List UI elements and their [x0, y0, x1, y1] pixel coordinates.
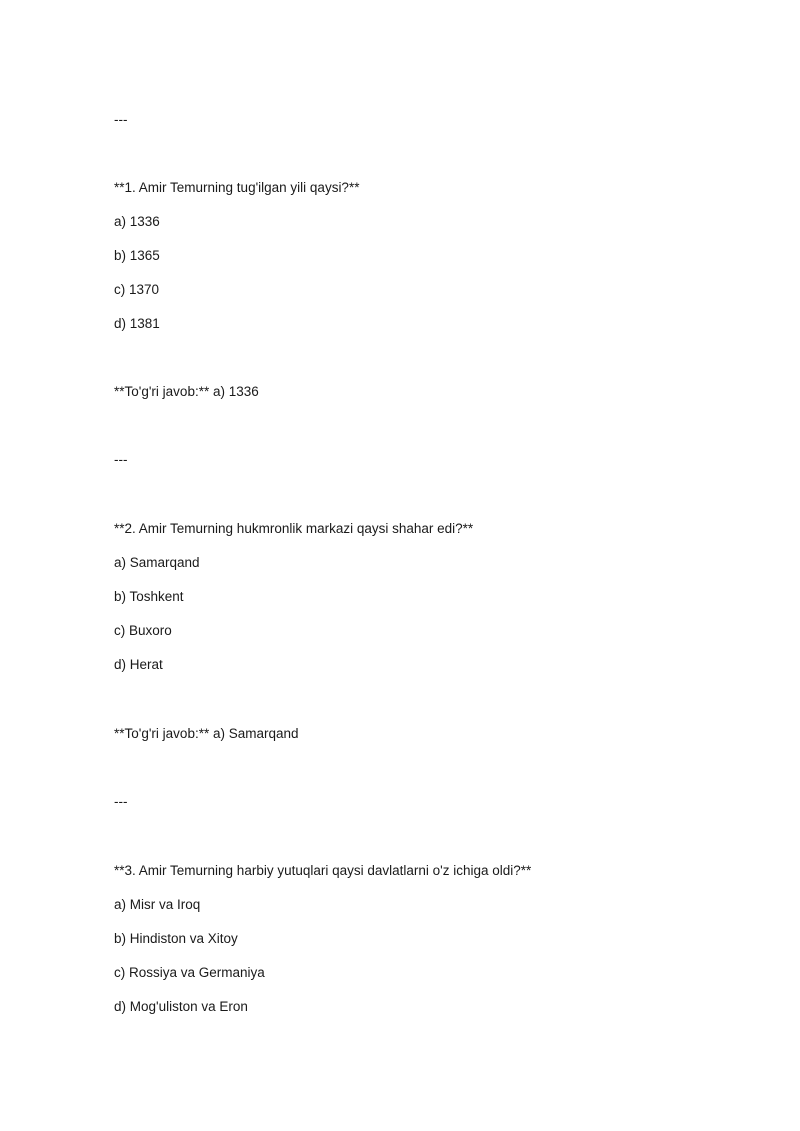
question-1-option-c: c) 1370 [114, 282, 160, 297]
question-3: **3. Amir Temurning harbiy yutuqlari qaysi davlatlarni o'z ichiga oldi?** [114, 863, 532, 878]
question-2-option-a: a) Samarqand [114, 555, 200, 570]
separator: --- [114, 112, 128, 127]
question-3-option-b: b) Hindiston va Xitoy [114, 931, 238, 946]
question-1-option-d: d) 1381 [114, 316, 160, 331]
separator: --- [114, 794, 128, 809]
question-1-option-a: a) 1336 [114, 214, 160, 229]
question-2-option-b: b) Toshkent [114, 589, 184, 604]
question-2-option-c: c) Buxoro [114, 623, 172, 638]
question-3-option-c: c) Rossiya va Germaniya [114, 965, 265, 980]
question-1: **1. Amir Temurning tug'ilgan yili qaysi?** [114, 180, 360, 195]
question-1-option-b: b) 1365 [114, 248, 160, 263]
question-2-answer: **To'g'ri javob:** a) Samarqand [114, 726, 299, 741]
question-2: **2. Amir Temurning hukmronlik markazi qaysi shahar edi?** [114, 521, 474, 536]
question-1-answer: **To'g'ri javob:** a) 1336 [114, 384, 259, 399]
separator: --- [114, 452, 128, 467]
question-3-option-d: d) Mog'uliston va Eron [114, 999, 248, 1014]
question-3-option-a: a) Misr va Iroq [114, 897, 201, 912]
question-2-option-d: d) Herat [114, 657, 163, 672]
